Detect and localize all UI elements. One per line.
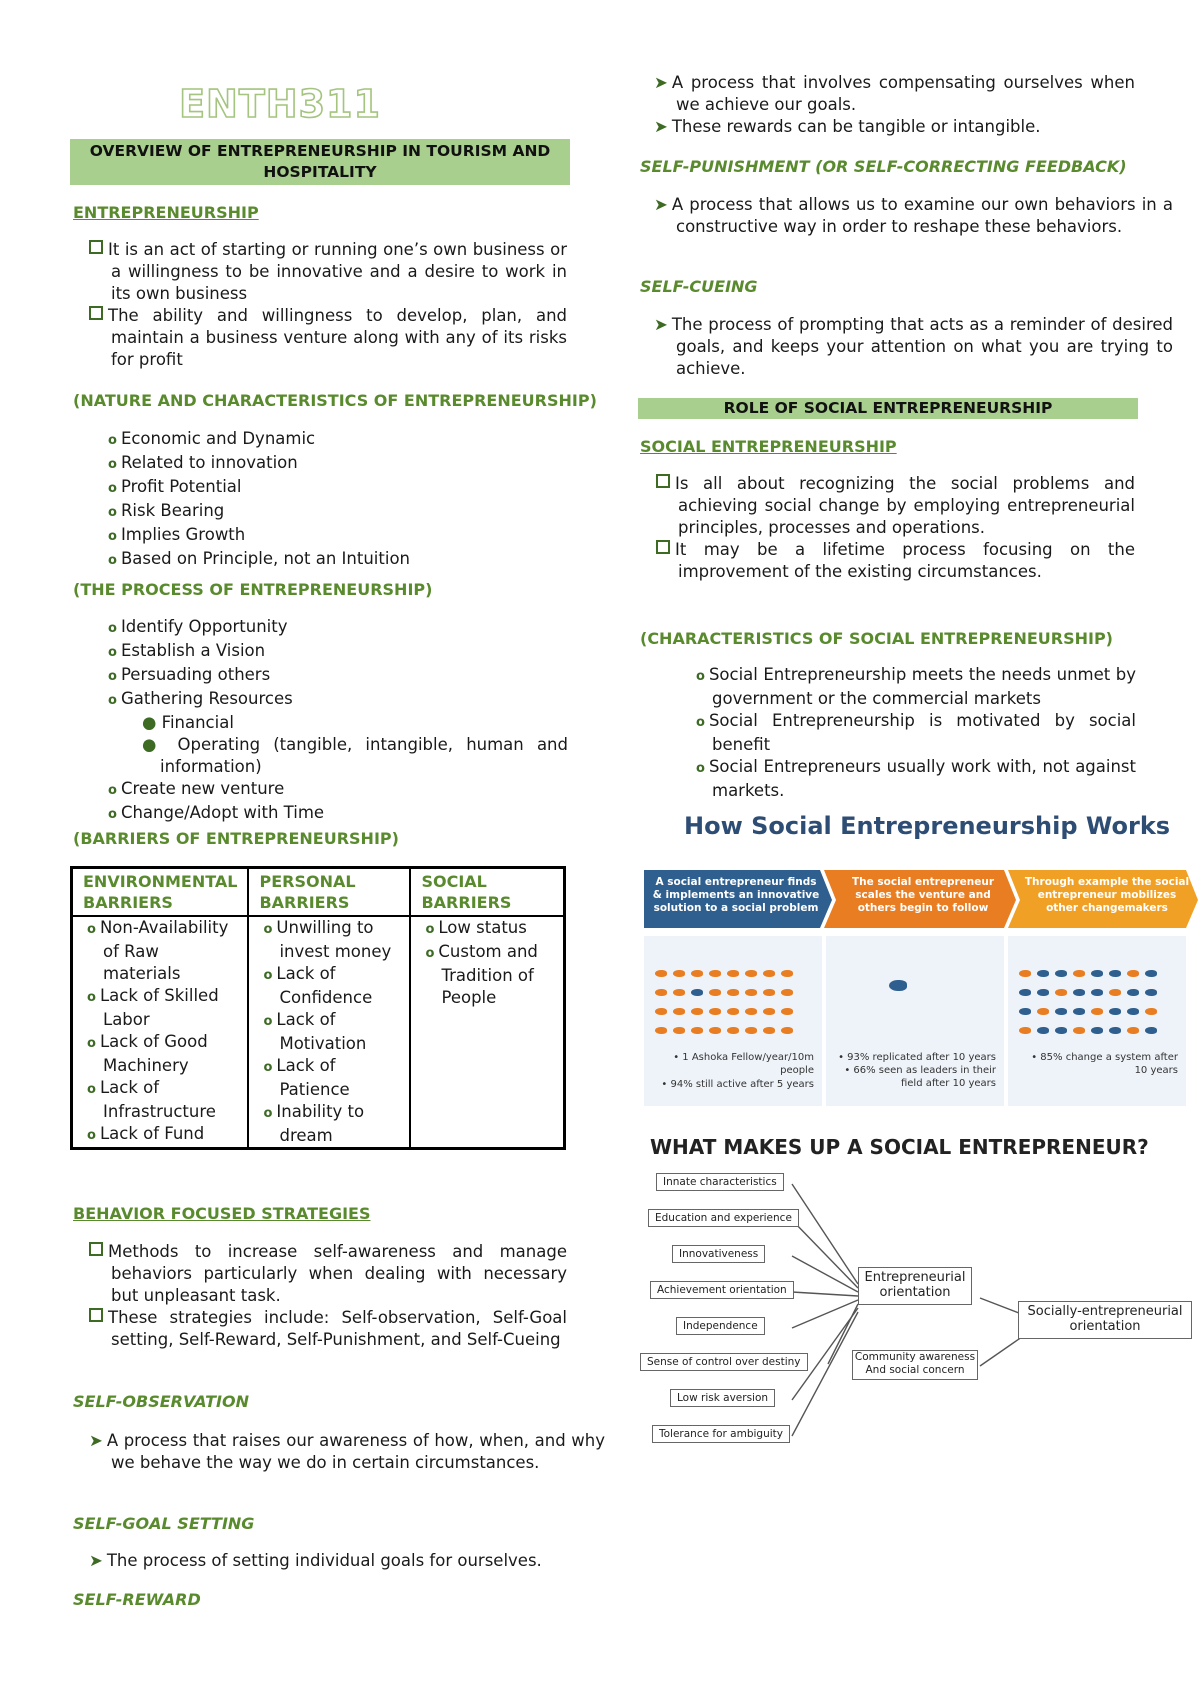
list-item: o Change/Adopt with Time [108,803,325,822]
fish-icon [1037,989,1049,996]
fish-icon [1127,970,1139,977]
table-header: ENVIRONMENTAL BARRIERS [72,868,249,917]
list-item: o Economic and Dynamic [108,429,316,448]
dot-bullet-icon: ● [142,713,162,732]
fish-icon [655,970,667,977]
list-item: o Lack of Fund [87,1124,205,1143]
fish-icon [1127,989,1139,996]
list-item: ➤ The process of setting individual goals for ourselves. [89,1551,542,1570]
list-item: It may be a lifetime process focusing on the improvement of the existing circumstances. [640,539,1135,583]
social-characteristics-list [676,664,1136,802]
list-item: o Low status [425,918,527,937]
fish-icon [745,1027,757,1034]
fish-row [652,1002,817,1021]
fish-icon [673,970,685,977]
fish-icon [1145,989,1157,996]
heading-barriers: (BARRIERS OF ENTREPRENEURSHIP) [73,829,399,848]
stage-stat: • 85% change a system after 10 years [1031,1052,1178,1076]
list-item: The ability and willingness to develop, plan, and maintain a business venture along with any of its risks for profit [73,305,567,371]
diagram-input: Innate characteristics [656,1173,784,1191]
fish-icon [1019,1027,1031,1034]
list-item: o Related to innovation [108,453,298,472]
heading-self-punishment: SELF-PUNISHMENT (OR SELF-CORRECTING FEEDBACK) [640,157,1127,176]
fish-icon [763,1008,775,1015]
fish-icon [1055,1008,1067,1015]
heading-entrepreneurship: ENTREPRENEURSHIP [73,203,259,222]
fish-icon [1019,989,1031,996]
list-item: o Based on Principle, not an Intuition [108,549,410,568]
list-item: o Identify Opportunity [108,617,288,636]
arrow-bullet-icon: ➤ [89,1431,103,1450]
fish-row [652,1021,817,1040]
infographic-title: How Social Entrepreneurship Works [684,812,1171,840]
fish-icon [763,970,775,977]
square-bullet-icon [89,240,103,254]
fish-icon [691,1008,703,1015]
fish-icon [727,1027,739,1034]
list-item: It is an act of starting or running one’s own business or a willingness to be innovative and a desire to work in its own business [73,239,567,305]
barriers-table [70,866,566,1150]
table-cell-environmental [72,916,249,1149]
square-bullet-icon [89,1242,103,1256]
fish-icon [709,989,721,996]
fish-icon [763,1027,775,1034]
list-item: ➤ These rewards can be tangible or intangible. [654,117,1041,136]
fish-icon [1073,1027,1085,1034]
fish-icon [1055,1027,1067,1034]
list-item: o Social Entrepreneurship meets the needs unmet by government or the commercial markets [696,665,1136,708]
diagram-input: Independence [676,1317,765,1335]
heading-self-cueing: SELF-CUEING [640,277,758,296]
diagram-input: Achievement orientation [650,1281,794,1299]
diagram-title: WHAT MAKES UP A SOCIAL ENTREPRENEUR? [650,1135,1149,1159]
fish-icon [1055,970,1067,977]
sub-list-item: ● Operating (tangible, intangible, human and information) [142,735,568,776]
table-header: SOCIAL BARRIERS [410,868,564,917]
fish-icon [781,1008,793,1015]
square-bullet-icon [656,474,670,488]
list-item: o Profit Potential [108,477,242,496]
page-title: ENTH311 [179,82,381,126]
circle-bullet-icon: o [108,529,117,544]
fish-icon [763,989,775,996]
circle-bullet-icon: o [108,505,117,520]
fish-icon [709,970,721,977]
fish-row [1016,1002,1181,1021]
fish-icon [1091,1027,1103,1034]
square-bullet-icon [89,1308,103,1322]
heading-behavior: BEHAVIOR FOCUSED STRATEGIES [73,1204,371,1223]
list-item: o Lack of Confidence [263,964,373,1007]
fish-icon [745,989,757,996]
heading-self-goal: SELF-GOAL SETTING [73,1514,255,1533]
fish-icon [673,1027,685,1034]
list-item: ➤ A process that raises our awareness of how, when, and why we behave the way we do in certain circumstances. [89,1431,605,1472]
behavior-list [73,1241,567,1351]
circle-bullet-icon: o [108,481,117,496]
fish-icon [691,989,703,996]
fish-icon [709,1027,721,1034]
fish-icon [1073,970,1085,977]
fish-icon [781,970,793,977]
list-item: Methods to increase self-awareness and manage behaviors particularly when dealing with necessary but unpleasant task. [73,1241,567,1307]
fish-icon [1037,1008,1049,1015]
fish-icon [1109,970,1121,977]
circle-bullet-icon: o [108,621,117,636]
list-item: ➤ The process of prompting that acts as a reminder of desired goals, and keeps your attention on what you are trying to achieve. [654,315,1173,378]
diagram-input: Education and experience [648,1209,799,1227]
fish-icon [745,1008,757,1015]
fish-icon [691,970,703,977]
list-item: o Social Entrepreneurs usually work with, not against markets. [696,757,1136,800]
list-item: o Establish a Vision [108,641,266,660]
list-item: o Lack of Good Machinery [87,1032,208,1075]
fish-icon [1109,1027,1121,1034]
fish-icon [1091,1008,1103,1015]
stage-panel-1 [644,936,822,1106]
fish-icon [1091,989,1103,996]
fish-icon [655,1027,667,1034]
list-item: o Custom and Tradition of People [425,942,538,1007]
fish-icon [1073,989,1085,996]
stage-header: Through example the social entrepreneur mobilizes other changemakers [1024,876,1190,914]
list-item: o Gathering Resources [108,689,293,708]
fish-icon [745,970,757,977]
circle-bullet-icon: o [108,553,117,568]
diagram-input: Low risk aversion [670,1389,775,1407]
arrow-bullet-icon: ➤ [654,73,668,92]
social-list [640,473,1135,583]
list-item: ➤ A process that involves compensating ourselves when we achieve our goals. [654,73,1135,114]
circle-bullet-icon: o [108,457,117,472]
fish-icon [1019,1008,1031,1015]
section-band-social: ROLE OF SOCIAL ENTREPRENEURSHIP [638,398,1138,419]
fish-icon [673,989,685,996]
list-item: Is all about recognizing the social problems and achieving social change by employing entrepreneurial principles, processes and operations. [640,473,1135,539]
list-item: o Lack of Patience [263,1056,350,1099]
heading-self-observation: SELF-OBSERVATION [73,1392,249,1411]
fish-school-blue [1016,964,1181,1040]
stage-stat: • 94% still active after 5 years [661,1079,814,1090]
fish-icon [889,980,907,991]
list-item: ➤ A process that allows us to examine our own behaviors in a constructive way in order to reshape these behaviors. [654,195,1173,236]
circle-bullet-icon: o [108,783,117,798]
list-item: o Lack of Motivation [263,1010,367,1053]
circle-bullet-icon: o [108,807,117,822]
list-item: o Lack of Skilled Labor [87,986,219,1029]
heading-nature: (NATURE AND CHARACTERISTICS OF ENTREPRENEURSHIP) [73,391,597,410]
fish-leader [886,978,946,997]
sub-list-item: ● Financial [142,713,234,732]
fish-icon [1127,1008,1139,1015]
arrow-bullet-icon: ➤ [89,1551,103,1570]
diagram-community-box: Community awareness And social concern [852,1350,978,1380]
section-band-overview: OVERVIEW OF ENTREPRENEURSHIP IN TOURISM AND HOSPITALITY [70,139,570,185]
arrow-bullet-icon: ➤ [654,117,668,136]
list-item: o Lack of Infrastructure [87,1078,216,1121]
fish-icon [1145,1008,1157,1015]
fish-icon [1055,989,1067,996]
diagram-output-box: Socially-entrepreneurial orientation [1018,1301,1192,1339]
list-item: o Risk Bearing [108,501,225,520]
fish-icon [1091,970,1103,977]
fish-row [1016,1021,1181,1040]
fish-row [652,964,817,983]
square-bullet-icon [89,306,103,320]
circle-bullet-icon: o [108,433,117,448]
diagram-input: Tolerance for ambiguity [652,1425,790,1443]
nature-list [108,428,568,572]
fish-icon [673,1008,685,1015]
circle-bullet-icon: o [108,693,117,708]
fish-school-orange [652,964,817,1040]
fish-row [1016,964,1181,983]
stage-stat: • 1 Ashoka Fellow/year/10m people [673,1052,814,1076]
fish-icon [1073,1008,1085,1015]
table-header: PERSONAL BARRIERS [248,868,410,917]
list-item: o Social Entrepreneurship is motivated by social benefit [696,711,1136,754]
stage-stat: • 66% seen as leaders in their field after 10 years [844,1065,996,1089]
fish-icon [727,989,739,996]
fish-icon [781,1027,793,1034]
circle-bullet-icon: o [108,669,117,684]
fish-icon [1145,1027,1157,1034]
fish-icon [655,989,667,996]
table-cell-social [410,916,564,1149]
list-item: These strategies include: Self-observation, Self-Goal setting, Self-Reward, Self-Punishment, and Self-Cueing [73,1307,567,1351]
fish-icon [709,1008,721,1015]
list-item: o Unwilling to invest money [263,918,392,961]
fish-icon [1109,989,1121,996]
table-cell-personal [248,916,410,1149]
diagram-input: Sense of control over destiny [640,1353,808,1371]
fish-row [652,983,817,1002]
fish-row [1016,983,1181,1002]
self-reward-list [638,72,1135,138]
square-bullet-icon [656,540,670,554]
list-item: o Implies Growth [108,525,246,544]
fish-icon [691,1027,703,1034]
dot-bullet-icon: ● [142,735,178,754]
infographic [640,864,1200,1114]
fish-icon [727,970,739,977]
fish-icon [1145,970,1157,977]
arrow-bullet-icon: ➤ [654,315,668,334]
fish-icon [727,1008,739,1015]
fish-icon [1109,1008,1121,1015]
arrow-bullet-icon: ➤ [654,195,668,214]
list-item: o Persuading others [108,665,271,684]
stage-header: The social entrepreneur scales the venture and others begin to follow [851,876,995,914]
fish-icon [1037,1027,1049,1034]
stage-stat: • 93% replicated after 10 years [838,1052,996,1063]
list-item: o Non-Availability of Raw materials [87,918,229,983]
stage-header: A social entrepreneur finds & implements an innovative solution to a social problem [652,876,820,914]
circle-bullet-icon: o [108,645,117,660]
diagram-center-box: Entrepreneurial orientation [858,1267,972,1305]
fish-icon [655,1008,667,1015]
process-list [108,616,568,826]
fish-icon [1127,1027,1139,1034]
stage-panel-3 [1008,936,1186,1106]
fish-icon [1019,970,1031,977]
list-item: o Inability to dream [263,1102,365,1145]
fish-icon [1037,970,1049,977]
heading-self-reward: SELF-REWARD [73,1590,201,1609]
stage-panel-2 [826,936,1004,1106]
list-item: o Create new venture [108,779,285,798]
diagram-input: Innovativeness [672,1245,765,1263]
entrepreneurship-list [73,239,567,371]
heading-social-characteristics: (CHARACTERISTICS OF SOCIAL ENTREPRENEURSHIP) [640,629,1113,648]
fish-icon [781,989,793,996]
heading-process: (THE PROCESS OF ENTREPRENEURSHIP) [73,580,433,599]
heading-social-entrepreneurship: SOCIAL ENTREPRENEURSHIP [640,437,897,456]
